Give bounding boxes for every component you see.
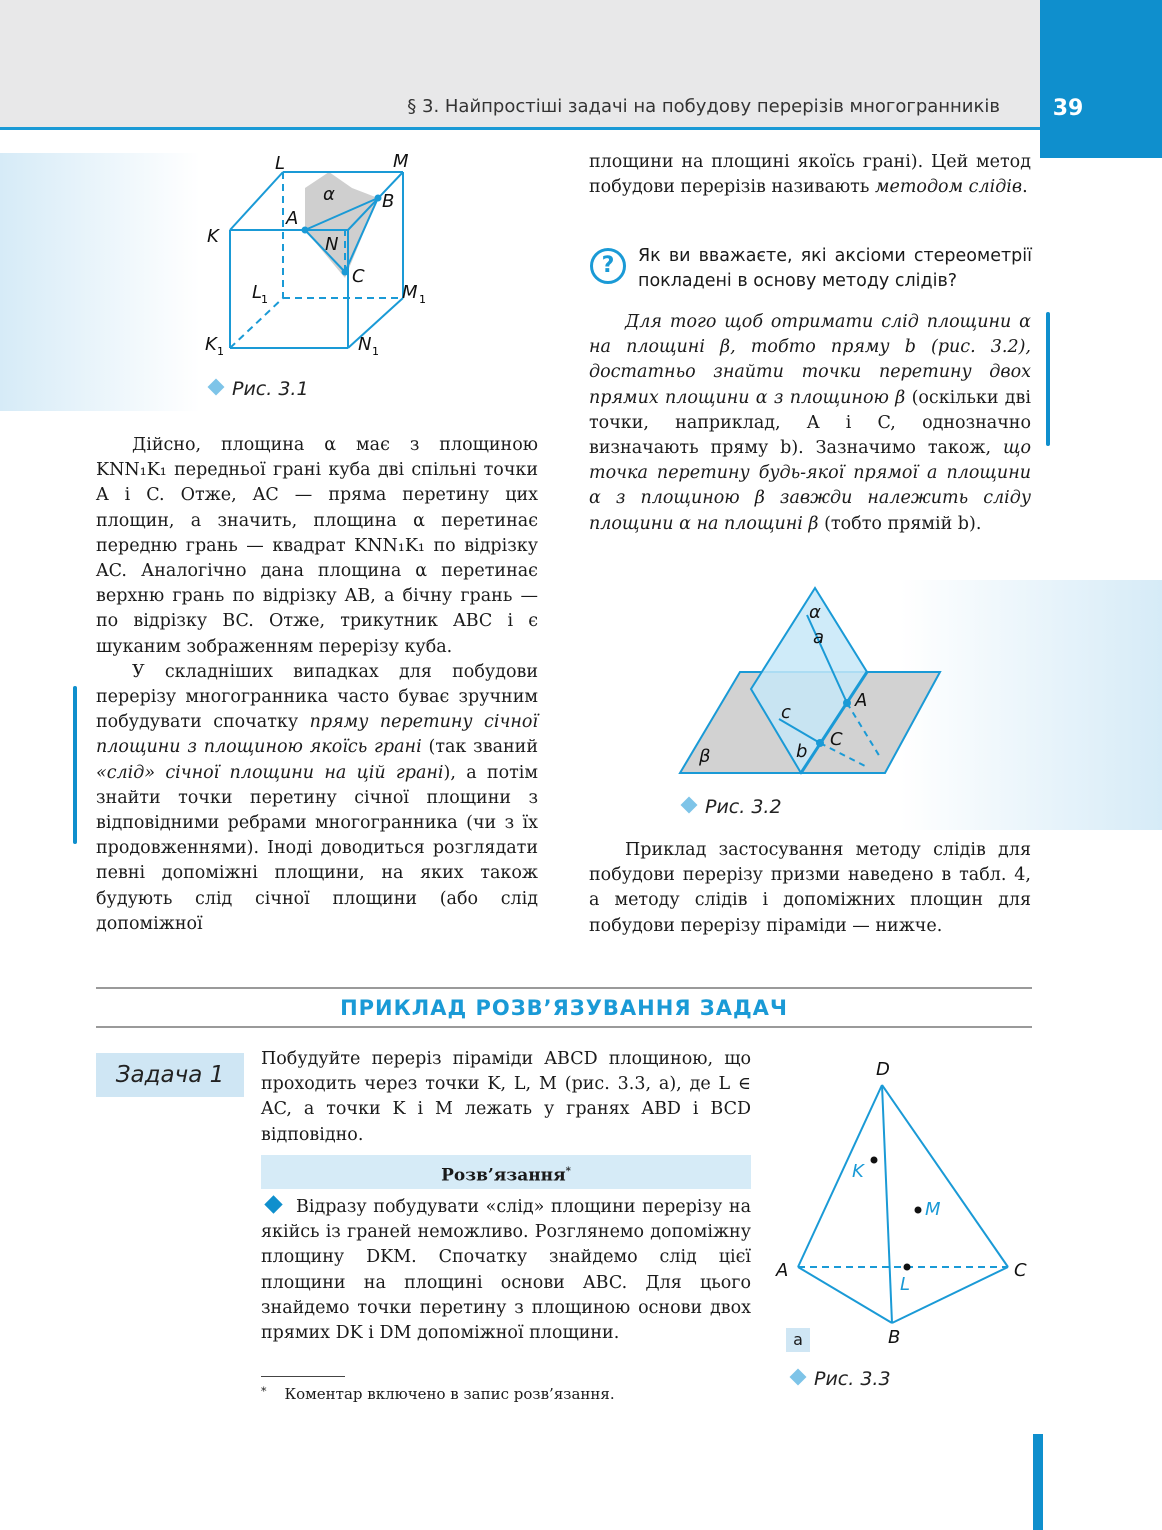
label-B: B [888, 1327, 901, 1348]
paragraph-trace-method: У складніших випадках для побудови перерізу многогранника часто буває зручним побудувати спочатку пряму перетину січної площини з площиною якоїсь грані (так званий «слід» січної площини на цій грані), а потім знайти точки перетину січної площини з відповідними ребрами многогранника (чи з їх продовженнями). Іноді доводиться розглядати певні допоміжні площини, на яких також будують слід січної площини (або слід допоміжної [96, 661, 539, 934]
label-A: A [855, 690, 868, 711]
header-rule [0, 127, 1040, 130]
left-gradient [0, 153, 200, 411]
svg-text:1: 1 [419, 293, 426, 306]
left-column-text [96, 433, 538, 937]
page-number: 39 [1052, 96, 1084, 121]
label-A: A [286, 208, 299, 229]
label-K1: K [205, 334, 217, 355]
caption-fig-3-1: Рис. 3.1 [210, 378, 309, 400]
solution-text: Відразу побудувати «слід» площини перерізу на якійсь із граней неможливо. Розглянемо допоміжну площину DKM. Спочатку знайдемо слід цієї площини на площині основи ABC. Для цього знайдемо точки перетину з площиною основи двох прямих DK і DM допоміжної площини. [261, 1197, 751, 1344]
section-rule-top [96, 987, 1032, 989]
page-number-box [1040, 0, 1162, 158]
label-a: a [813, 627, 825, 648]
running-head: § 3. Найпростіші задачі на побудову перерізів многогранників [407, 96, 1000, 117]
margin-bar-left [73, 686, 77, 844]
label-M: M [925, 1199, 941, 1220]
right-column-continuation: площини на площині якоїсь грані). Цей метод побудови перерізів називають методом слідів. [589, 152, 1031, 198]
svg-text:1: 1 [372, 345, 379, 358]
section-title: ПРИКЛАД РОЗВ’ЯЗУВАННЯ ЗАДАЧ [340, 996, 788, 1020]
svg-text:1: 1 [261, 293, 268, 306]
label-L: L [275, 153, 286, 174]
task-label: Задача 1 [96, 1053, 244, 1097]
label-D: D [876, 1059, 890, 1080]
right-column-paragraph-2: Приклад застосування методу слідів для побудови перерізу призми наведено в табл. 4, а методу слідів і допоміжних площин для побудови перерізу піраміди — нижче. [589, 840, 1031, 936]
task-statement: Побудуйте переріз піраміди ABCD площиною, що проходить через точки K, L, M (рис. 3.3, а), де L ∈ AC, а точки K і M лежать у гранях ABD і BCD відповідно. [261, 1049, 751, 1145]
solution-heading: Розв’язання* [261, 1155, 751, 1189]
label-beta: β [699, 746, 711, 767]
label-N: N [325, 234, 339, 255]
label-B: B [382, 191, 395, 212]
label-M1: M [402, 282, 418, 303]
label-M: M [393, 151, 409, 172]
paragraph-cube-explanation: Дійсно, площина α має з площиною KNN₁K₁ передньої грані куба дві спільні точки A і C. Отже, AC — пряма перетину цих площин, а значить, площина α перетинає передню грань — квадрат KNN₁K₁ по відрізку AC. Аналогічно дана площина α перетинає верхню грань по відрізку AB, а бічну грань — по відрізку BC. Отже, трикутник ABC і є шуканим зображенням перерізу куба. [96, 435, 538, 657]
figure-3-2-planes [675, 585, 945, 780]
footnote-rule [261, 1376, 345, 1377]
bullet-diamond-icon [264, 1195, 282, 1213]
label-alpha: α [809, 602, 821, 623]
margin-bar-right [1046, 312, 1050, 446]
label-N1: N [358, 334, 372, 355]
svg-text:1: 1 [217, 345, 224, 358]
label-A: A [776, 1260, 789, 1281]
caption-fig-3-2: Рис. 3.2 [683, 796, 782, 818]
figure-3-3-pyramid [770, 1055, 1040, 1350]
question-icon: ? [590, 248, 626, 284]
footnote: * Коментар включено в запис розв’язання. [261, 1385, 615, 1403]
label-K: K [852, 1161, 864, 1182]
caption-fig-3-3: Рис. 3.3 [792, 1368, 891, 1390]
right-column-paragraph: Для того щоб отримати слід площини α на площині β, тобто пряму b (рис. 3.2), достатньо знайти точки перетину двох прямих площини α з площиною β (оскільки дві точки, наприклад, A і C, однозначно визначають пряму b). Зазначимо також, що точка перетину будь-якої прямої a площини α з площиною β завжди належить сліду площини α на площині β (тобто прямій b). [589, 312, 1032, 534]
label-L1: L [252, 282, 263, 303]
label-C: C [830, 729, 843, 750]
label-alpha: α [323, 184, 335, 205]
figure-part-label: а [786, 1328, 810, 1352]
label-K: K [207, 226, 219, 247]
label-c: c [781, 702, 791, 723]
label-C: C [1014, 1260, 1027, 1281]
bottom-bar [1033, 1434, 1043, 1530]
label-C: C [352, 266, 365, 287]
figure-3-1-cube [195, 150, 435, 365]
label-L: L [900, 1274, 911, 1295]
section-rule-bottom [96, 1026, 1032, 1028]
question-text: Як ви вважаєте, які аксіоми стереометрії покладені в основу методу слідів? [638, 246, 1032, 291]
label-b: b [796, 741, 808, 762]
